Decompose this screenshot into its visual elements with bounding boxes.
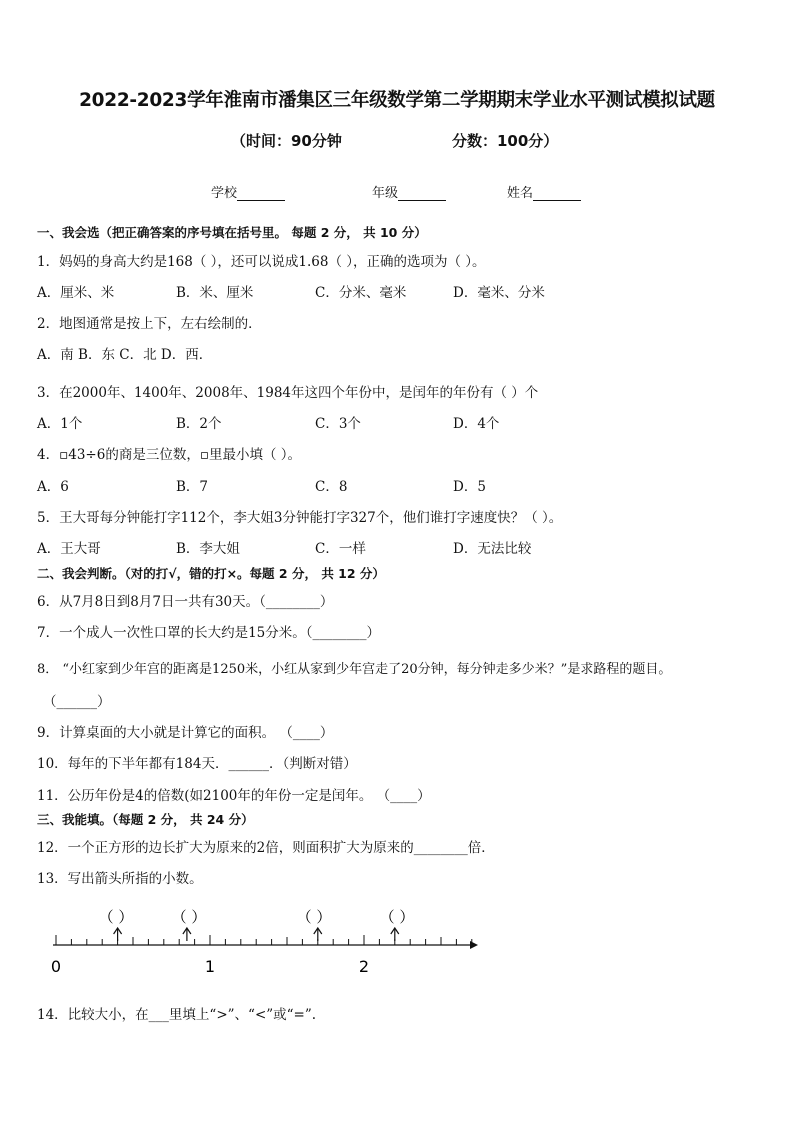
question-1: 1．妈妈的身高大约是168（ ），还可以说成1.68（ ），正确的选项为（ ）。 xyxy=(37,254,486,270)
question-8: 8． “小红家到少年宫的距离是1250米，小红从家到少年宫走了20分钟，每分钟走多少米？”是求路程的题目。 xyxy=(37,662,672,677)
section1-header: 一、我会选（把正确答案的序号填在括号里。 每题 2 分， 共 10 分） xyxy=(37,225,427,240)
school-label: 学校 xyxy=(211,186,238,201)
answer-bracket-1[interactable]: （ ） xyxy=(98,908,134,926)
q4-option-d[interactable]: D．5 xyxy=(453,479,486,495)
q4-option-c[interactable]: C．8 xyxy=(315,479,348,495)
grade-label: 年级 xyxy=(372,186,399,201)
pointer-arrow-4 xyxy=(391,928,399,941)
question-4: 4．▫43÷6的商是三位数，▫里最小填（ ）。 xyxy=(37,447,302,463)
q1-option-b[interactable]: B．米、厘米 xyxy=(176,285,254,301)
q5-option-c[interactable]: C．一样 xyxy=(315,541,366,557)
number-line-label-1: 1 xyxy=(204,957,216,976)
number-line-label-2: 2 xyxy=(358,957,370,976)
exam-title: 2022-2023学年淮南市潘集区三年级数学第二学期期末学业水平测试模拟试题 xyxy=(79,90,715,111)
section3-header: 三、我能填。（每题 2 分， 共 24 分） xyxy=(37,812,254,827)
q3-option-c[interactable]: C．3个 xyxy=(315,416,361,432)
answer-bracket-2[interactable]: （ ） xyxy=(171,908,207,926)
pointer-arrow-1 xyxy=(114,928,122,941)
pointer-arrow-2 xyxy=(183,928,191,941)
number-line-label-0: 0 xyxy=(50,957,62,976)
exam-score: 分数：100分） xyxy=(452,132,559,150)
q1-option-a[interactable]: A．厘米、米 xyxy=(37,285,115,301)
question-10: 10．每年的下半年都有184天．______．（判断对错） xyxy=(37,756,357,772)
q1-option-d[interactable]: D．毫米、分米 xyxy=(453,285,545,301)
question-11: 11．公历年份是4的倍数(如2100年的年份一定是闰年。 （____） xyxy=(37,788,431,804)
question-9: 9．计算桌面的大小就是计算它的面积。 （____） xyxy=(37,725,334,741)
question-3: 3．在2000年、1400年、2008年、1984年这四个年份中，是闰年的年份有（ ）个 xyxy=(37,385,539,401)
question-6: 6．从7月8日到8月7日一共有30天。（________） xyxy=(37,594,334,610)
number-line-arrowhead xyxy=(470,941,478,949)
q2-options[interactable]: A．南 B．东 C．北 D．西． xyxy=(37,347,213,363)
question-8-blank[interactable]: （______） xyxy=(43,694,111,710)
q5-option-a[interactable]: A．王大哥 xyxy=(37,541,101,557)
question-5: 5．王大哥每分钟能打字112个，李大姐3分钟能打字327个，他们谁打字速度快？（ ）。 xyxy=(37,510,563,526)
q4-option-a[interactable]: A．6 xyxy=(37,479,69,495)
q3-option-b[interactable]: B．2个 xyxy=(176,416,222,432)
q3-option-a[interactable]: A．1个 xyxy=(37,416,83,432)
question-7: 7．一个成人一次性口罩的长大约是15分米。（________） xyxy=(37,625,381,641)
answer-bracket-4[interactable]: （ ） xyxy=(379,908,415,926)
pointer-arrow-3 xyxy=(314,928,322,941)
q1-option-c[interactable]: C．分米、毫米 xyxy=(315,285,407,301)
question-14: 14．比较大小，在___里填上“>”、“<”或“=”. xyxy=(37,1007,317,1023)
exam-time: （时间：90分钟 xyxy=(231,132,342,150)
q3-option-d[interactable]: D．4个 xyxy=(453,416,500,432)
question-12: 12．一个正方形的边长扩大为原来的2倍，则面积扩大为原来的________倍． xyxy=(37,840,495,856)
section2-header: 二、我会判断。（对的打√，错的打×。每题 2 分， 共 12 分） xyxy=(37,566,385,581)
answer-bracket-3[interactable]: （ ） xyxy=(296,908,332,926)
question-2: 2．地图通常是按上下，左右绘制的． xyxy=(37,316,262,332)
question-13: 13．写出箭头所指的小数。 xyxy=(37,871,203,887)
name-label: 姓名 xyxy=(507,186,534,201)
q4-option-b[interactable]: B．7 xyxy=(176,479,209,495)
q5-option-d[interactable]: D．无法比较 xyxy=(453,541,532,557)
q5-option-b[interactable]: B．李大姐 xyxy=(176,541,240,557)
